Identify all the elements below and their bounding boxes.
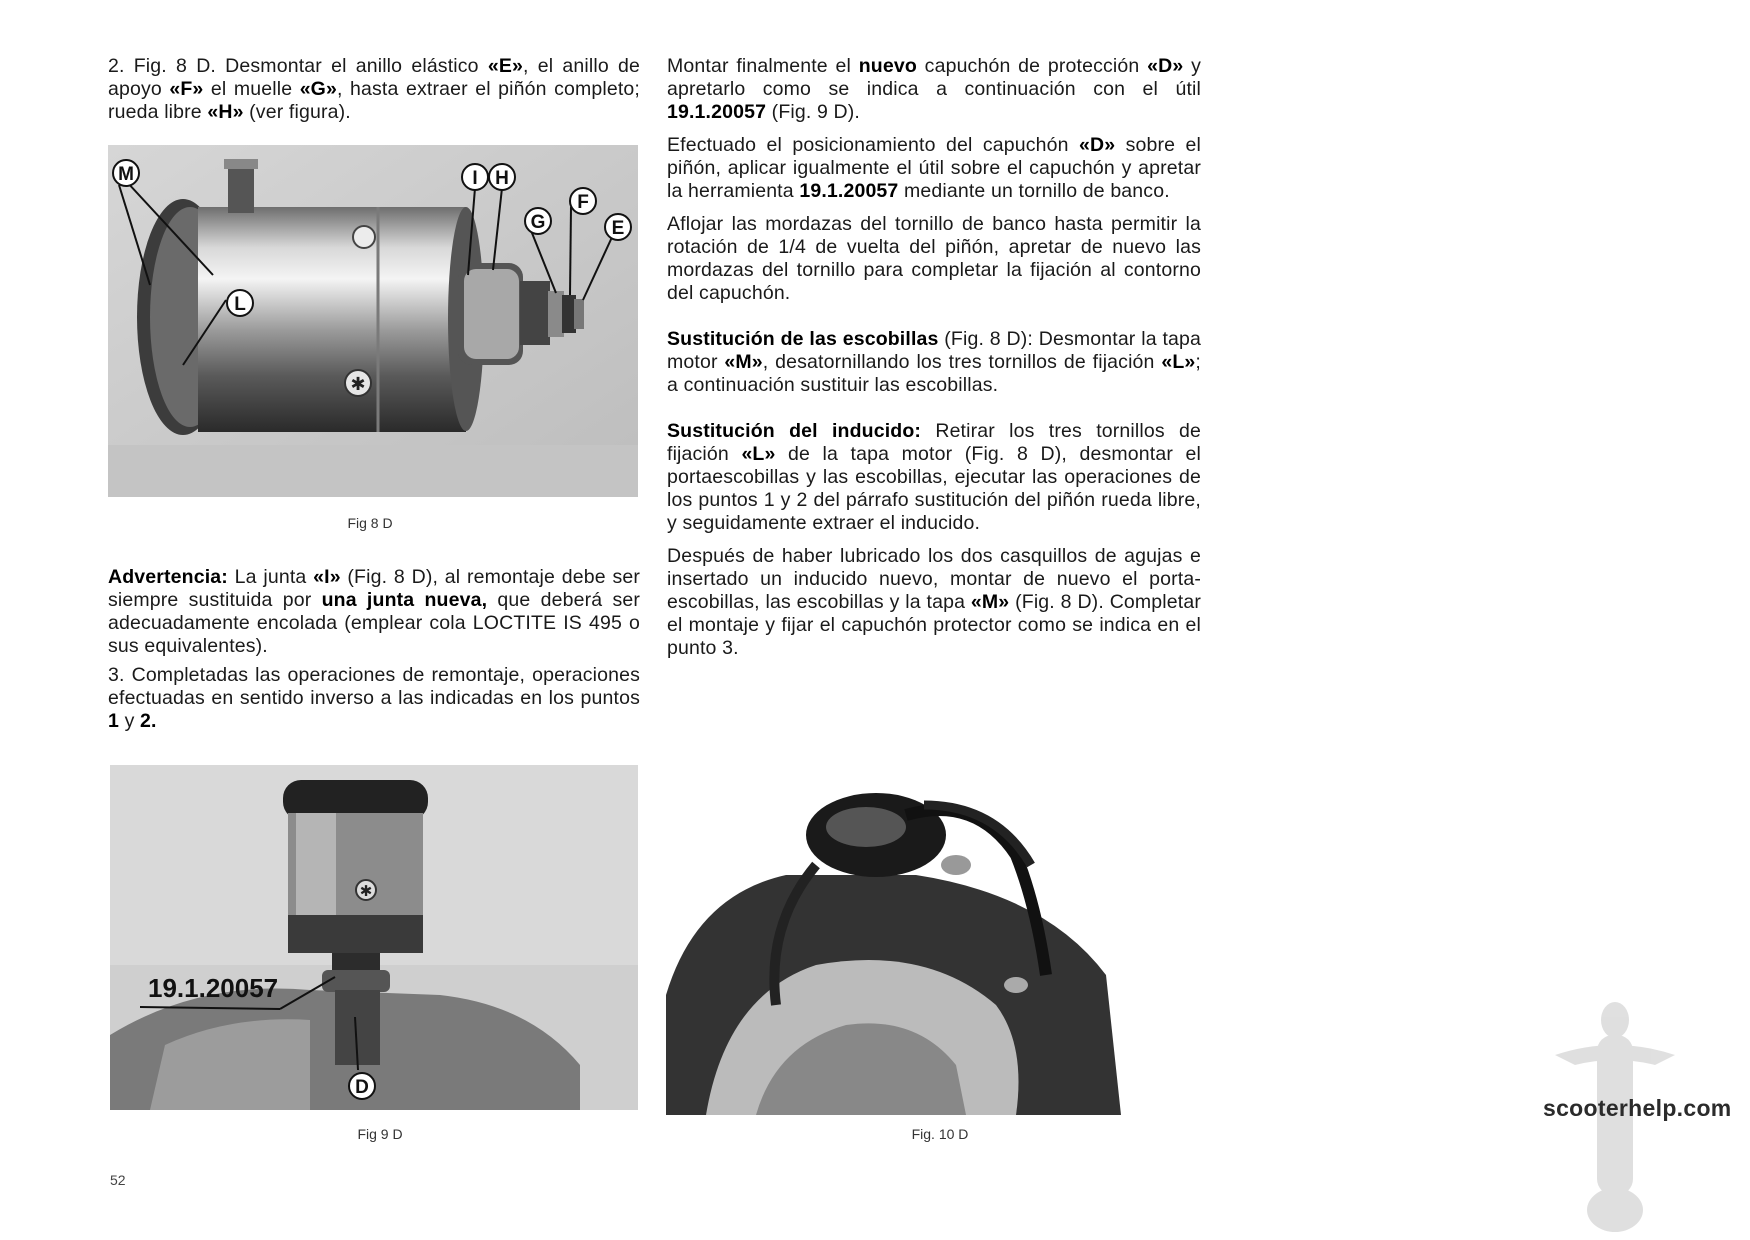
step-3-paragraph xyxy=(108,664,640,733)
text-run: sobre el piñón, aplicar igualmente el útil sobre el capuchón y apretar la herramienta xyxy=(667,134,1201,202)
advertencia-paragraph xyxy=(108,566,640,658)
text-run: 3. Completadas las operaciones de remontaje, operaciones efectuadas en sentido inverso a las indicadas en los puntos xyxy=(108,664,640,709)
inducido-paragraph xyxy=(667,420,1201,535)
figure-9d-caption: Fig 9 D xyxy=(357,1126,403,1142)
callout-d: D xyxy=(355,1077,369,1098)
svg-text:✱: ✱ xyxy=(359,883,373,900)
bold-text-run: 2. xyxy=(140,710,157,732)
bold-text-run: 1 xyxy=(108,710,119,732)
tool-number-label: 19.1.20057 xyxy=(148,973,279,1003)
bold-text-run: «L» xyxy=(1161,351,1196,373)
watermark-text: scooterhelp.com xyxy=(1543,1095,1732,1121)
callout-g: G xyxy=(530,212,546,233)
bold-text-run: una junta nueva, xyxy=(321,589,488,611)
lubricado-paragraph xyxy=(667,545,1201,660)
text-run: La junta xyxy=(227,566,314,588)
text-run: Efectuado el posicionamiento del capuchón xyxy=(667,134,1079,156)
bold-text-run: «F» xyxy=(169,78,204,100)
page-number: 52 xyxy=(110,1172,126,1188)
bold-text-run: 19.1.20057 xyxy=(667,101,767,123)
callout-e: E xyxy=(611,218,625,239)
svg-text:✱: ✱ xyxy=(350,374,366,394)
bold-text-run: Sustitución del inducido: xyxy=(667,420,922,442)
text-run: , hasta extraer el piñón completo; rueda libre xyxy=(108,78,640,123)
bold-text-run: «H» xyxy=(207,101,244,123)
bold-text-run: nuevo xyxy=(858,55,917,77)
bold-text-run: «D» xyxy=(1078,134,1116,156)
text-run: y xyxy=(119,710,141,732)
bold-text-run: 19.1.20057 xyxy=(799,180,899,202)
text-run: , el anillo de apoyo xyxy=(108,55,641,100)
brush-holder-illustration xyxy=(666,775,1121,1115)
bold-text-run: «E» xyxy=(487,55,523,77)
text-run: que deberá ser adecuadamente encolada (emplear cola LOCTITE IS 495 o sus equivalentes). xyxy=(108,589,640,657)
text-run: ; a continuación sustituir las escobillas. xyxy=(667,351,1201,396)
left-text-column-lower xyxy=(108,566,640,747)
escobillas-paragraph xyxy=(667,328,1201,397)
text-run: , desatornillando los tres tornillos de fijación xyxy=(762,351,1162,373)
bold-text-run: «D» xyxy=(1147,55,1184,77)
montar-paragraph xyxy=(667,55,1201,124)
figure-8d-caption: Fig 8 D xyxy=(347,515,393,531)
bold-text-run: «M» xyxy=(724,351,763,373)
starter-motor-illustration xyxy=(108,145,638,497)
bold-text-run: «G» xyxy=(299,78,337,100)
text-run: mediante un tornillo de banco. xyxy=(898,180,1170,202)
tool-on-pinion-illustration xyxy=(110,765,638,1110)
bold-text-run: Advertencia: xyxy=(108,566,228,588)
callout-h: H xyxy=(495,168,509,189)
bold-text-run: «M» xyxy=(970,591,1010,613)
callout-i: I xyxy=(472,168,478,189)
bold-text-run: «I» xyxy=(313,566,341,588)
text-run: (Fig. 8 D): Desmontar la tapa motor xyxy=(667,328,1202,373)
text-run: Aflojar las mordazas del tornillo de banco hasta permitir la rotación de 1/4 de vuelta del piñón, apretar de nuevo las mordazas del tornillo para completar la fijación al contorno del capuchón. xyxy=(667,213,1201,304)
text-run: Después de haber lubricado los dos casquillos de agujas e insertado un inducido nuevo, montar de nuevo el porta-escobillas, las escobillas y la tapa xyxy=(667,545,1201,613)
text-run: capuchón de protección xyxy=(916,55,1148,77)
callout-f: F xyxy=(577,192,589,213)
text-run: de la tapa motor (Fig. 8 D), desmontar el portaescobillas y las escobillas, ejecutar las operaciones de los puntos 1 y 2 del párrafo sustitución del piñón rueda libre, y seguidamente extraer el inducido. xyxy=(667,443,1202,534)
right-text-column xyxy=(667,55,1201,674)
bold-text-run: «L» xyxy=(741,443,776,465)
figure-8d-photo xyxy=(108,145,638,497)
text-run: (Fig. 8 D), al remontaje debe ser siempre sustituida por xyxy=(108,566,640,611)
text-run: y apretarlo como se indica a continuación con el útil xyxy=(667,55,1201,100)
aflojar-paragraph xyxy=(667,213,1201,305)
text-run: (Fig. 9 D). xyxy=(766,101,861,123)
callout-l: L xyxy=(234,294,246,315)
text-run: Montar finalmente el xyxy=(667,55,859,77)
text-run: Retirar los tres tornillos de fijación xyxy=(667,420,1201,465)
figure-10d-photo xyxy=(666,775,1121,1115)
text-run: (ver figura). xyxy=(243,101,351,123)
text-run: 2. Fig. 8 D. Desmontar el anillo elástico xyxy=(108,55,488,77)
figure-9d-photo xyxy=(110,765,638,1110)
bold-text-run: Sustitución de las escobillas xyxy=(667,328,939,350)
posicionamiento-paragraph xyxy=(667,134,1201,203)
text-run: (Fig. 8 D). Completar el montaje y fijar el capuchón protector como se indica en el punto 3. xyxy=(667,591,1201,659)
callout-m: M xyxy=(118,164,134,185)
left-text-column xyxy=(108,55,640,138)
figure-10d-caption: Fig. 10 D xyxy=(911,1126,969,1142)
text-run: el muelle xyxy=(203,78,300,100)
step-2-paragraph xyxy=(108,55,640,124)
